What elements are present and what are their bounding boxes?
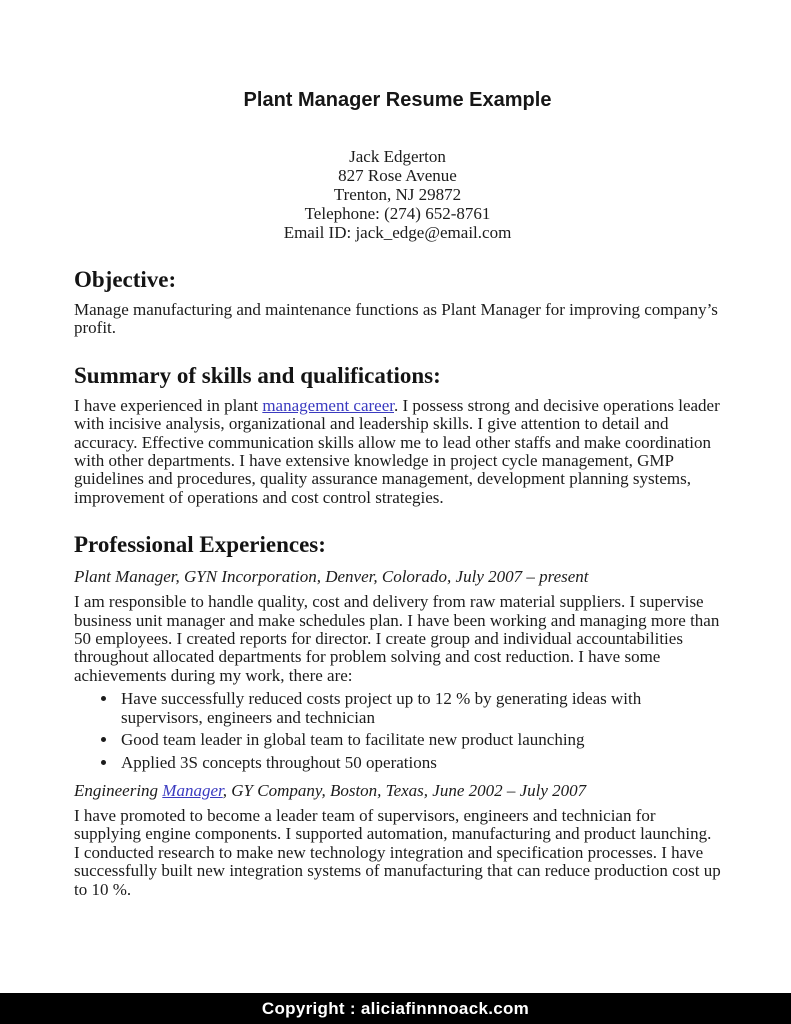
manager-link[interactable]: Manager [162,780,223,800]
job2-title-before-link: Engineering [74,780,163,800]
job1-achievements-list [74,690,721,772]
copyright-text: Copyright : aliciafinnnoack.com [261,998,530,1018]
job1-title-line: Plant Manager, GYN Incorporation, Denver, Colorado, July 2007 – present [74,567,589,587]
summary-text [74,397,721,507]
experience-heading: Professional Experiences: [74,532,326,558]
achievement-item: • Applied 3S concepts throughout 50 operations [118,754,721,772]
page-title: Plant Manager Resume Example [243,89,552,111]
job1-description: I am responsible to handle quality, cost and delivery from raw material suppliers. I supervise business unit manager and make schedules plan. I have been working and managing more than 50 employees. I created reports for director. I create group and individual accountabilities throughout allocated departments for problem solving and cost reduction. I have some achievements during my work, there are: [74,592,720,685]
objective-heading: Objective: [74,267,177,292]
contact-telephone: Telephone: (274) 652-8761 [304,204,491,223]
contact-name: Jack Edgerton [349,147,446,166]
summary-heading: Summary of skills and qualifications: [74,362,441,388]
objective-text: Manage manufacturing and maintenance functions as Plant Manager for improving company’s profit. [74,300,718,338]
contact-address-line2: Trenton, NJ 29872 [333,185,462,204]
achievement-item: • Have successfully reduced costs project up to 12 % by generating ideas with supervisors, engineers and technician [118,690,721,727]
contact-block [74,147,721,242]
summary-text-after-link: . I possess strong and decisive operations leader with incisive analysis, organizational and leadership skills. I give attention to detail and accuracy. Effective communication skills allow me to lead other staffs and make coordination with other departments. I have extensive knowledge in project cycle management, GMP guidelines and procedures, quality assurance management, development planning systems, improvement of operations and cost control strategies. [74,395,720,507]
management-career-link[interactable]: management career [262,395,394,415]
job2-description: I have promoted to become a leader team of supervisors, engineers and technician for supplying engine components. I supported automation, manufacturing and product launching. I conducted research to make new technology integration and specification processes. I have successfully built new integration systems of manufacturing that can reduce production cost up to 10 %. [74,805,721,899]
copyright-bar [0,993,791,1024]
job2-title-after-link: , GY Company, Boston, Texas, June 2002 – July 2007 [222,780,587,800]
achievement-item: • Good team leader in global team to facilitate new product launching [118,731,721,749]
contact-address-line1: 827 Rose Avenue [338,166,457,185]
contact-email: Email ID: jack_edge@email.com [283,223,512,242]
summary-text-before-link: I have experienced in plant [74,395,263,415]
job2-title-line [74,781,721,800]
